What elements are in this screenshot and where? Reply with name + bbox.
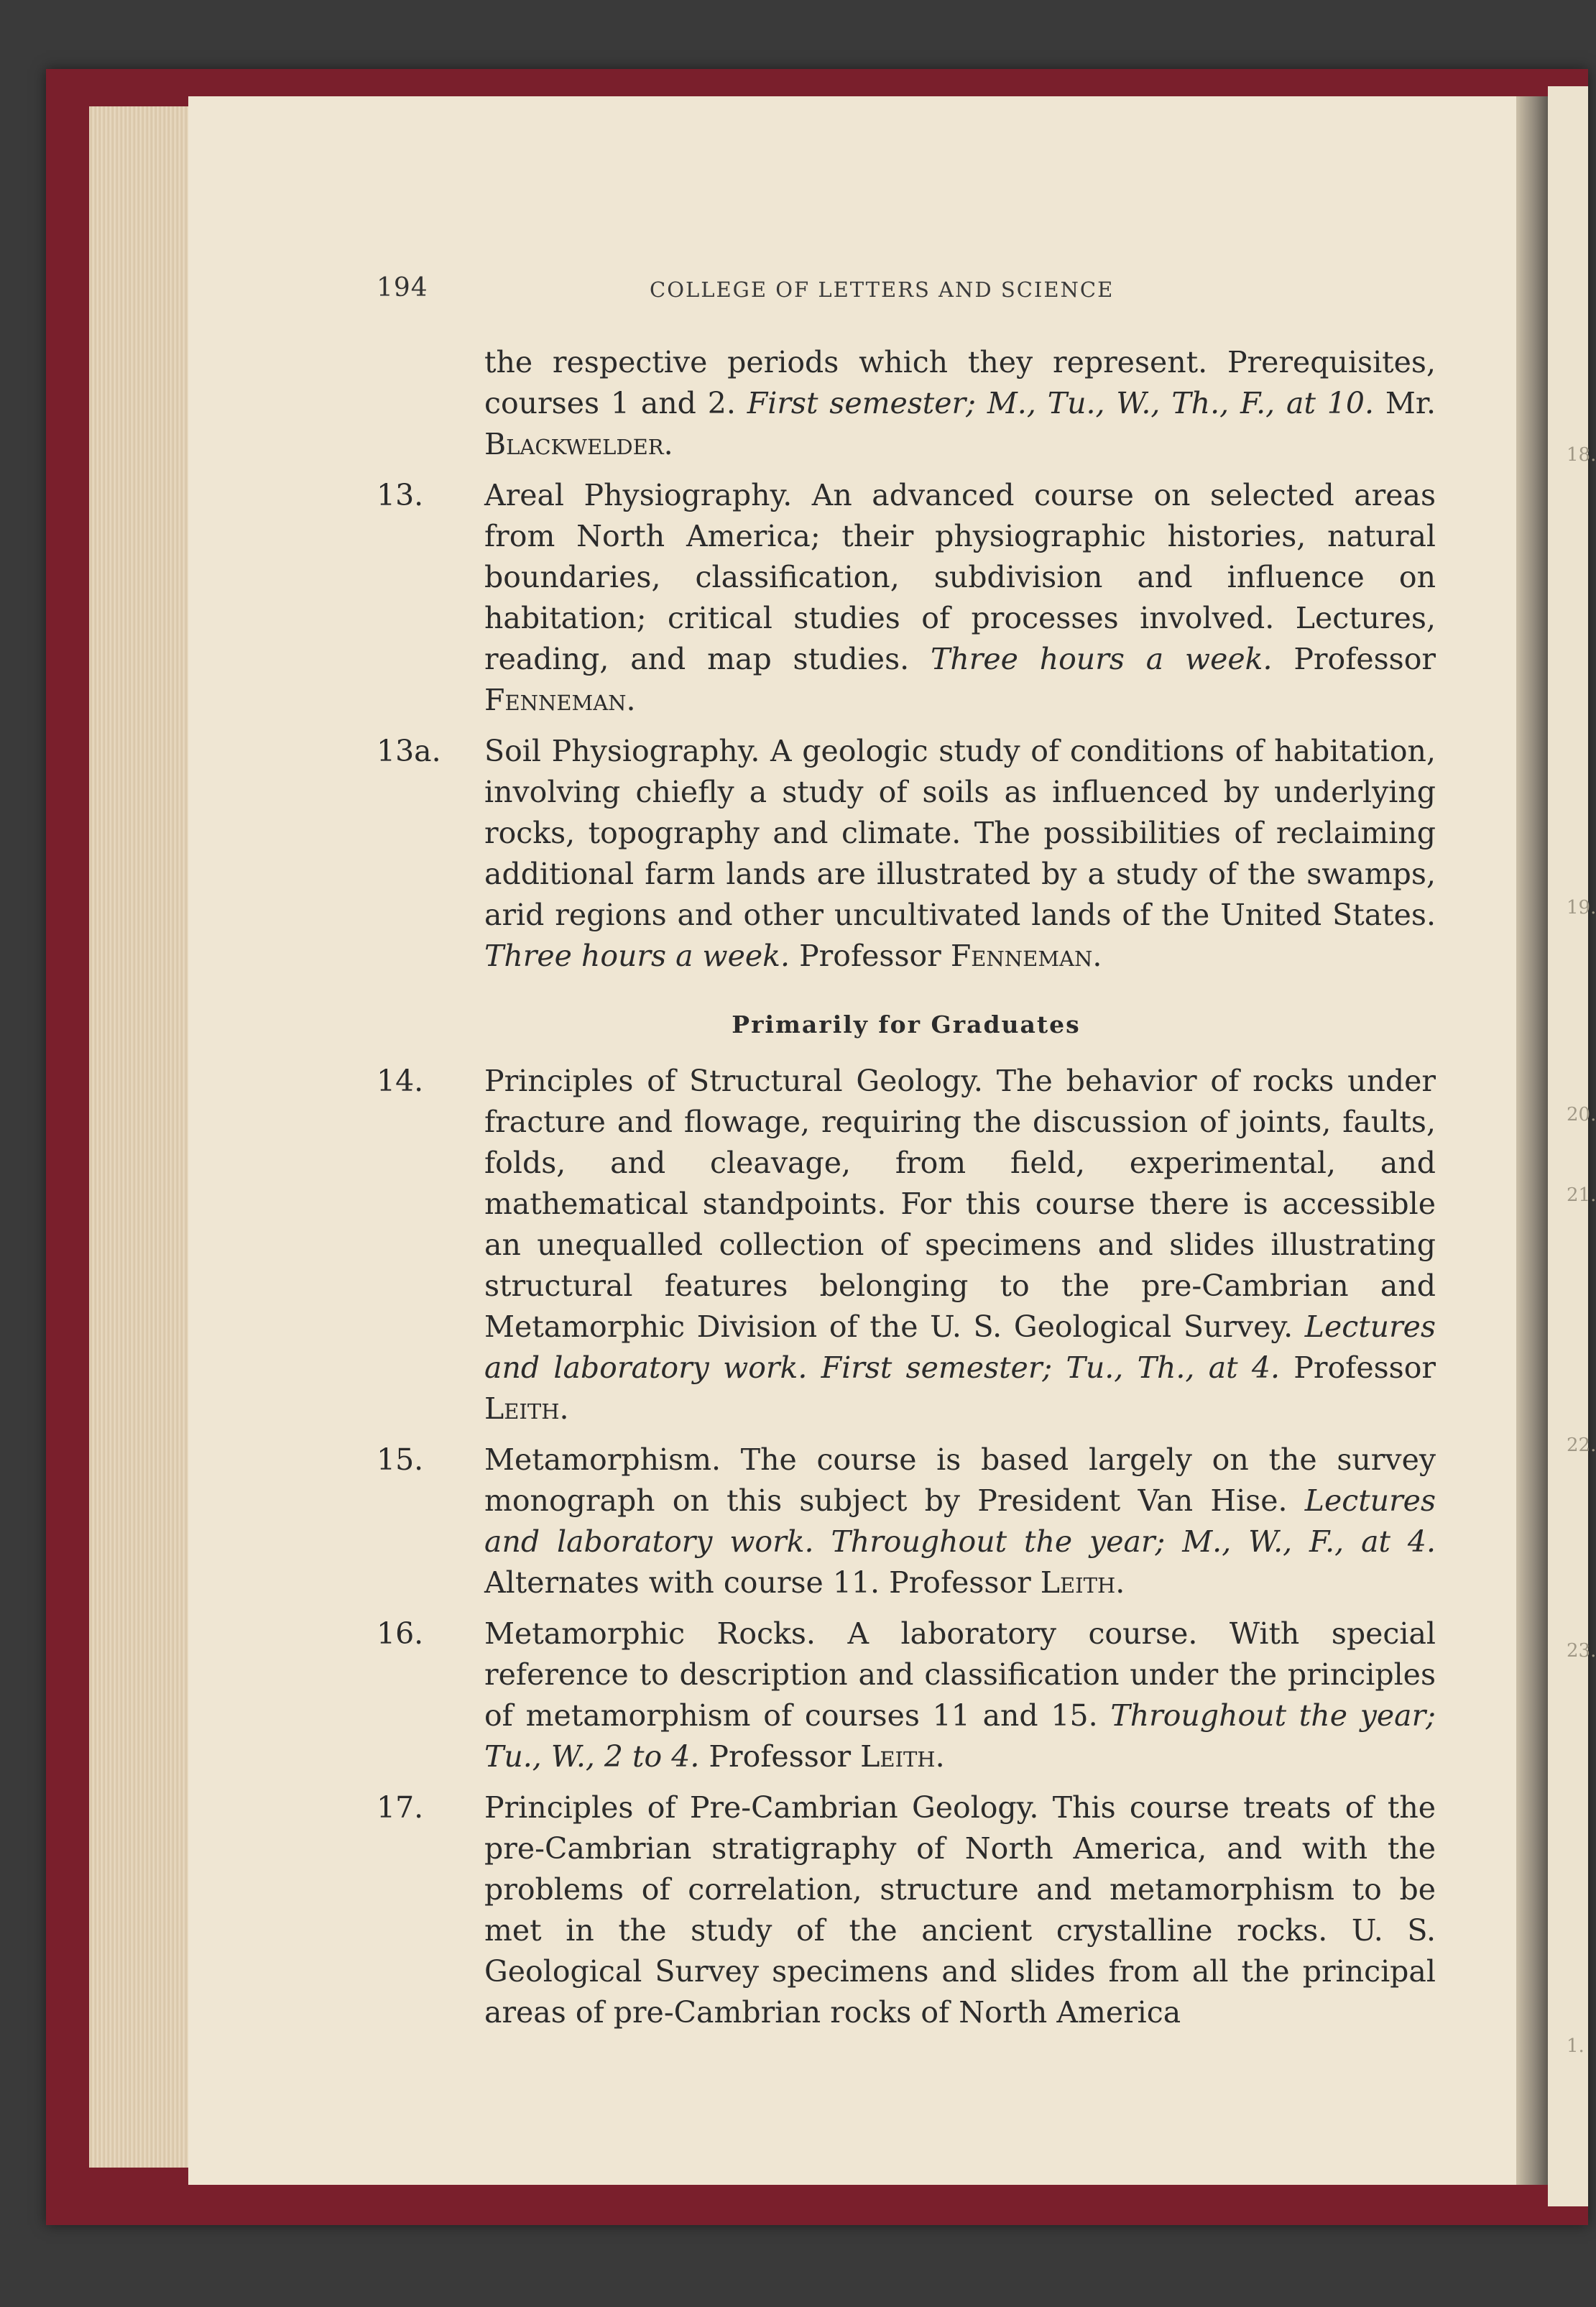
course-number: 13a.: [377, 734, 441, 768]
course-number: 13.: [377, 478, 424, 512]
course-text: Soil Physiography. A geologic study of conditions of habitation, involving chiefly a study of soils as influenced by underlying rocks, topography and climate. The possibilities of reclaiming additional farm lands are illustrated by a study of the swamps, arid regions and other uncultivated lands of the United States.: [484, 734, 1436, 932]
facing-margin-number: 19.: [1567, 897, 1596, 918]
course-text: Metamorphic Rocks. A laboratory course. With special reference to description and classification under the principles of metamorphism of courses 11 and 15.: [484, 1616, 1436, 1733]
instructor-name: Leith.: [1040, 1565, 1125, 1600]
course-entry: [377, 731, 1436, 977]
facing-margin-number: 20.: [1567, 1104, 1596, 1125]
course-schedule: Lectures and laboratory work. First semester; Tu., Th., at 4.: [484, 1309, 1436, 1385]
facing-margin-number: 21.: [1567, 1184, 1596, 1206]
facing-margin-number: 22.: [1567, 1435, 1596, 1456]
course-text: Areal Physiography. An advanced course on selected areas from North America; their physiographic histories, natural boundaries, classification, subdivision and influence on habitation; critical studies of processes involved. Lectures, reading, and map studies.: [484, 478, 1436, 676]
course-entry: [377, 1787, 1436, 2033]
instructor-name: Fenneman.: [484, 683, 636, 717]
instructor-prefix: Mr.: [1374, 386, 1436, 420]
page-number: 194: [377, 273, 428, 303]
course-text: Metamorphism. The course is based largely on the survey monograph on this subject by President Van Hise.: [484, 1442, 1436, 1518]
course-number: 15.: [377, 1442, 424, 1477]
running-head: COLLEGE OF LETTERS AND SCIENCE: [650, 277, 1115, 302]
course-text: Principles of Pre-Cambrian Geology. This course treats of the pre-Cambrian stratigraphy of North America, and with the problems of correlation, structure and metamorphism to be met in the study of the ancient crystalline rocks. U. S. Geological Survey specimens and slides from all the principal areas of pre-Cambrian rocks of North America: [484, 1790, 1436, 2030]
instructor-prefix: Professor: [790, 939, 951, 973]
course-schedule: Three hours a week.: [931, 642, 1273, 676]
instructor-prefix: Professor: [1272, 642, 1436, 676]
page-header: [377, 273, 1433, 316]
course-number: 16.: [377, 1616, 424, 1651]
book-gutter: [1516, 96, 1548, 2185]
instructor-prefix: Alternates with course 11. Professor: [484, 1565, 1041, 1600]
page-body: [377, 342, 1436, 2033]
course-entry: [377, 475, 1436, 721]
course-text: the respective periods which they represent. Prerequisites, courses 1 and 2.: [484, 345, 1436, 420]
instructor-name: Blackwelder.: [484, 427, 673, 461]
facing-page-edge: [1548, 86, 1588, 2206]
section-heading: Primarily for Graduates: [732, 1010, 1081, 1039]
instructor-prefix: Professor: [699, 1739, 861, 1774]
course-schedule: Three hours a week.: [484, 939, 790, 973]
facing-margin-number: 23.: [1567, 1640, 1596, 1662]
page-edges: [89, 106, 198, 2168]
course-entry: [377, 1061, 1436, 1429]
facing-margin-number: 1.: [1567, 2035, 1585, 2057]
course-schedule: Throughout the year; Tu., W., 2 to 4.: [484, 1698, 1436, 1774]
course-entry: [377, 1440, 1436, 1603]
facing-margin-number: 18.: [1567, 444, 1596, 466]
instructor-prefix: Professor: [1280, 1350, 1436, 1385]
course-number: 17.: [377, 1790, 424, 1825]
instructor-name: Leith.: [484, 1391, 569, 1426]
course-entry: [377, 1613, 1436, 1777]
course-text: Principles of Structural Geology. The behavior of rocks under fracture and flowage, requiring the discussion of joints, faults, folds, and cleavage, from field, experimental, and mathematical standpoints. For this course there is accessible an unequalled collection of specimens and slides illustrating structural features belonging to the pre-Cambrian and Metamorphic Division of the U. S. Geological Survey.: [484, 1064, 1436, 1344]
instructor-name: Fenneman.: [950, 939, 1102, 973]
continued-course-text: [377, 342, 1436, 465]
course-schedule: Lectures and laboratory work. Throughout the year; M., W., F., at 4.: [484, 1483, 1436, 1559]
instructor-name: Leith.: [860, 1739, 945, 1774]
course-schedule: First semester; M., Tu., W., Th., F., at 10.: [747, 386, 1374, 420]
course-number: 14.: [377, 1064, 424, 1098]
